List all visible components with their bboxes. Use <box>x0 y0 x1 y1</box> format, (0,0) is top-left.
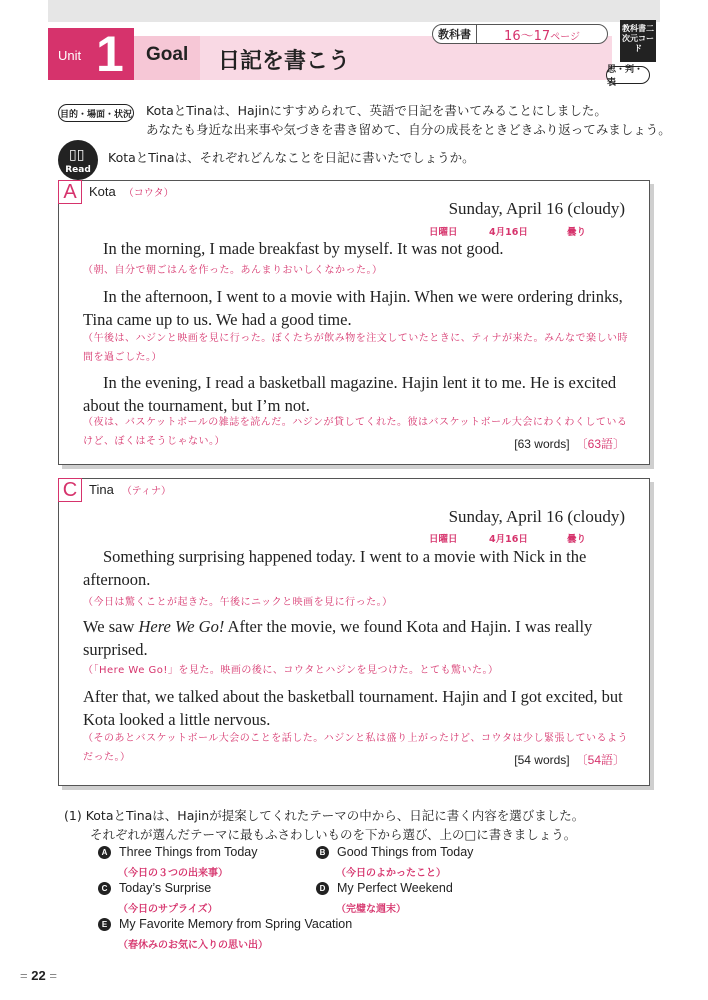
paragraph-ja: （「Here We Go!」を見た。映画の後に、コウタとハジンを見つけた。とても驚いた。） <box>83 665 499 676</box>
paragraph-en: Something surprising happened today. I went to a movie with Nick in the afternoon. <box>83 547 587 589</box>
option-d[interactable]: D My Perfect Weekend <box>316 881 453 895</box>
option-a[interactable]: A Three Things from Today <box>98 845 258 859</box>
intro-text: KotaとTinaは、Hajinにすすめられて、英語で日記を書いてみることにしました。 あなたも身近な出来事や気づきを書き留めて、自分の成長をときどきふり返ってみましょう。 <box>146 103 671 137</box>
paragraph-en: In the afternoon, I went to a movie with Hajin. When we were ordering drinks, Tina came up to us. We had a good time. <box>83 287 623 329</box>
option-mark: A <box>98 846 111 859</box>
option-b[interactable]: B Good Things from Today <box>316 845 473 859</box>
page-number: = 22 = <box>20 968 57 983</box>
ref-label: 教科書 <box>433 25 477 43</box>
date-gloss-weather: 曇り <box>567 534 587 545</box>
read-icon: ▯▯ Read <box>58 140 98 180</box>
paragraph-ja: （今日は驚くことが起きた。午後にニックと映画を見に行った。） <box>83 597 393 608</box>
paragraph-ja: （夜は、バスケットボールの雑誌を読んだ。ハジンが貸してくれた。彼はバスケットボール大会にわくわくしているけど、ぼくはそうじゃない。） <box>83 417 628 447</box>
diary-panel-tina <box>58 478 650 786</box>
option-e-ja: （春休みのお気に入りの思い出） <box>118 940 268 951</box>
textbook-reference <box>432 24 608 44</box>
option-mark: C <box>98 882 111 895</box>
option-mark: E <box>98 918 111 931</box>
word-count: [54 words] 〔54語〕 <box>514 753 625 767</box>
skill-badge: 思・判・表 <box>606 66 650 84</box>
ref-pages: 16〜17ページ <box>504 28 580 44</box>
paragraph-en: After that, we talked about the basketball tournament. Hajin and I got excited, but Kota looked a little nervous. <box>83 687 623 729</box>
unit-number: 1 <box>96 26 124 82</box>
panel-name: Tina （ティナ） <box>89 482 172 497</box>
paragraph-en: We saw Here We Go! After the movie, we found Kota and Hajin. I was really surprised. <box>83 617 593 659</box>
option-d-ja: （完璧な週末） <box>336 904 406 915</box>
panel-letter-a[interactable]: A <box>58 180 82 204</box>
diary-date: Sunday, April 16 (cloudy) <box>448 507 625 526</box>
question-text: (1) KotaとTinaは、Hajinが提案してくれたテーマの中から、日記に書く内容を選びました。 それぞれが選んだテーマに最もふさわしいものを下から選び、上の□に書きましょう。 <box>64 808 585 842</box>
paragraph-ja: （そのあとバスケットボール大会のことを話した。ハジンと私は盛り上がったけど、コウタは少し緊張しているようだった。） <box>83 733 628 763</box>
date-gloss-weather: 曇り <box>567 227 587 238</box>
movie-title: Here We Go! <box>138 617 225 636</box>
diary-date: Sunday, April 16 (cloudy) <box>448 199 625 218</box>
option-a-ja: （今日の３つの出来事） <box>118 868 228 879</box>
date-gloss-date: 4月16日 <box>489 534 528 545</box>
paragraph-en: In the evening, I read a basketball magazine. Hajin lent it to me. He is excited about the tournament, but I’m not. <box>83 373 617 415</box>
panel-name: Kota （コウタ） <box>89 184 174 199</box>
paragraph-en: In the morning, I made breakfast by myself. It was not good. <box>103 239 504 258</box>
option-c-ja: （今日のサプライズ） <box>118 904 218 915</box>
option-mark: D <box>316 882 329 895</box>
qr-code-label[interactable]: 教科書二次元コード <box>620 20 656 62</box>
date-gloss-date: 4月16日 <box>489 227 528 238</box>
paragraph-ja: （午後は、ハジンと映画を見に行った。ぼくたちが飲み物を注文していたときに、ティナが来た。みんなで楽しい時間を過ごした。） <box>83 333 628 363</box>
read-question: KotaとTinaは、それぞれどんなことを日記に書いたでしょうか。 <box>108 150 475 165</box>
purpose-badge: 目的・場面・状況 <box>58 104 134 122</box>
option-e[interactable]: E My Favorite Memory from Spring Vacation <box>98 917 352 931</box>
word-count: [63 words] 〔63語〕 <box>514 437 625 451</box>
unit-word: Unit <box>58 48 82 63</box>
unit-badge <box>48 28 134 80</box>
book-icon: ▯▯ <box>69 147 85 163</box>
option-mark: B <box>316 846 329 859</box>
panel-letter-c[interactable]: C <box>58 478 82 502</box>
paragraph-ja: （朝、自分で朝ごはんを作った。あんまりおいしくなかった。） <box>83 265 383 276</box>
diary-panel-kota <box>58 180 650 465</box>
goal-word: Goal <box>146 44 189 65</box>
goal-badge <box>134 36 200 80</box>
option-c[interactable]: C Today’s Surprise <box>98 881 211 895</box>
date-gloss-day: 日曜日 <box>429 534 458 545</box>
page-title: 日記を書こう <box>218 49 351 74</box>
top-bar <box>48 0 660 22</box>
date-gloss-day: 日曜日 <box>429 227 458 238</box>
option-b-ja: （今日のよかったこと） <box>336 868 446 879</box>
